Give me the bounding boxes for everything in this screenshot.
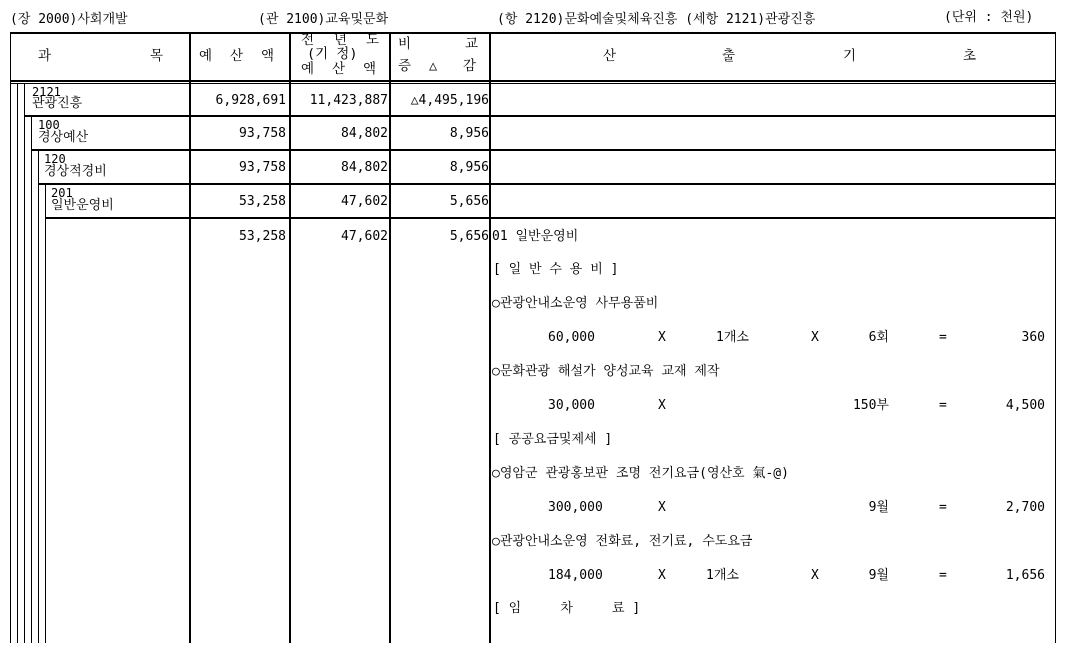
header-prev-3c: 액 [363,61,377,77]
detail-prev: 47,602 [341,229,388,244]
calc-equals: = [939,500,947,515]
row-diff: 5,656 [449,194,489,209]
calc-amount: 60,000 [548,330,595,345]
calc-qty: 1개소 [706,568,739,583]
calc-count: 9월 [868,568,889,583]
header-compare-1a: 비 [398,36,412,52]
header-budget-3: 액 [261,48,275,64]
calc-times: X [658,330,666,345]
row-budget: 53,258 [239,194,286,209]
section-heading: [ 일 반 수 용 비 ] [493,262,619,277]
header-basis-4: 초 [963,48,977,64]
header-basis-2: 출 [722,48,736,64]
calc-amount: 300,000 [548,500,603,515]
row-prev: 47,602 [341,194,388,209]
calc-equals: = [939,330,947,345]
calc-times: X [811,330,819,345]
header-prev-1c: 도 [366,32,380,48]
detail-diff: 5,656 [449,229,489,244]
header-prev-1a: 전 [301,32,315,48]
calc-times: X [658,500,666,515]
header-compare-2b: △ [429,58,438,74]
calc-count: 150부 [852,398,889,413]
calc-amount: 30,000 [548,398,595,413]
header-basis-1: 산 [603,48,617,64]
header-gwamok-1: 과 [38,48,52,64]
row-diff: 8,956 [449,126,489,141]
section-heading: [ 공공요금및제세 ] [493,432,613,447]
calc-times: X [811,568,819,583]
calc-result: 2,700 [1005,500,1045,515]
row-name: 경상적경비 [44,164,107,179]
row-budget: 93,758 [239,126,286,141]
detail-item: ○관광안내소운영 사무용품비 [492,296,659,311]
header-compare-1b: 교 [465,36,479,52]
header-compare-2c: 감 [463,58,477,74]
calc-result: 1,656 [1005,568,1045,583]
detail-budget: 53,258 [239,229,286,244]
unit-label: (단위 : 천원) [944,10,1034,25]
row-prev: 84,802 [341,160,388,175]
header-budget-2: 산 [230,48,244,64]
detail-item: ○문화관광 해설가 양성교육 교재 제작 [492,364,720,379]
header-budget-1: 예 [199,48,213,64]
calc-amount: 184,000 [548,568,603,583]
calc-times: X [658,398,666,413]
row-name: 일반운영비 [51,198,114,213]
calc-result: 4,500 [1005,398,1045,413]
section-heading: [ 임 차 료 ] [493,601,641,616]
header-prev-3b: 산 [332,61,346,77]
header-basis-3: 기 [843,48,857,64]
row-code: 120 [44,152,66,166]
row-diff: 8,956 [449,160,489,175]
row-prev: 11,423,887 [309,93,388,108]
row-budget: 6,928,691 [215,93,286,108]
row-name: 관광진흥 [32,96,83,111]
row-prev: 84,802 [341,126,388,141]
calc-count: 9월 [868,500,889,515]
jang-label: (장 2000)사회개발 [10,12,128,27]
header-gwamok-2: 목 [150,48,164,64]
calc-count: 6회 [868,330,889,345]
header-prev-3a: 예 [301,61,315,77]
calc-times: X [658,568,666,583]
calc-result: 360 [1021,330,1045,345]
row-name: 경상예산 [38,130,89,145]
row-code: 100 [38,118,60,132]
row-code: 2121 [32,85,61,99]
gwan-label: (관 2100)교육및문화 [258,12,389,27]
calc-equals: = [939,568,947,583]
hang-label: (항 2120)문화예술및체육진흥 (세항 2121)관광진흥 [497,12,816,27]
detail-item: ○영암군 관광홍보판 조명 전기요금(영산호 氣-@) [492,466,789,481]
detail-item: ○관광안내소운영 전화료, 전기료, 수도요금 [492,534,753,549]
row-code: 201 [51,186,73,200]
header-prev-1b: 년 [334,32,348,48]
row-diff: △4,495,196 [410,93,489,108]
detail-title: 01 일반운영비 [492,229,579,244]
row-budget: 93,758 [239,160,286,175]
calc-equals: = [939,398,947,413]
header-prev-2: (기 정) [307,46,358,62]
calc-qty: 1개소 [716,330,749,345]
header-compare-2a: 증 [398,58,412,74]
